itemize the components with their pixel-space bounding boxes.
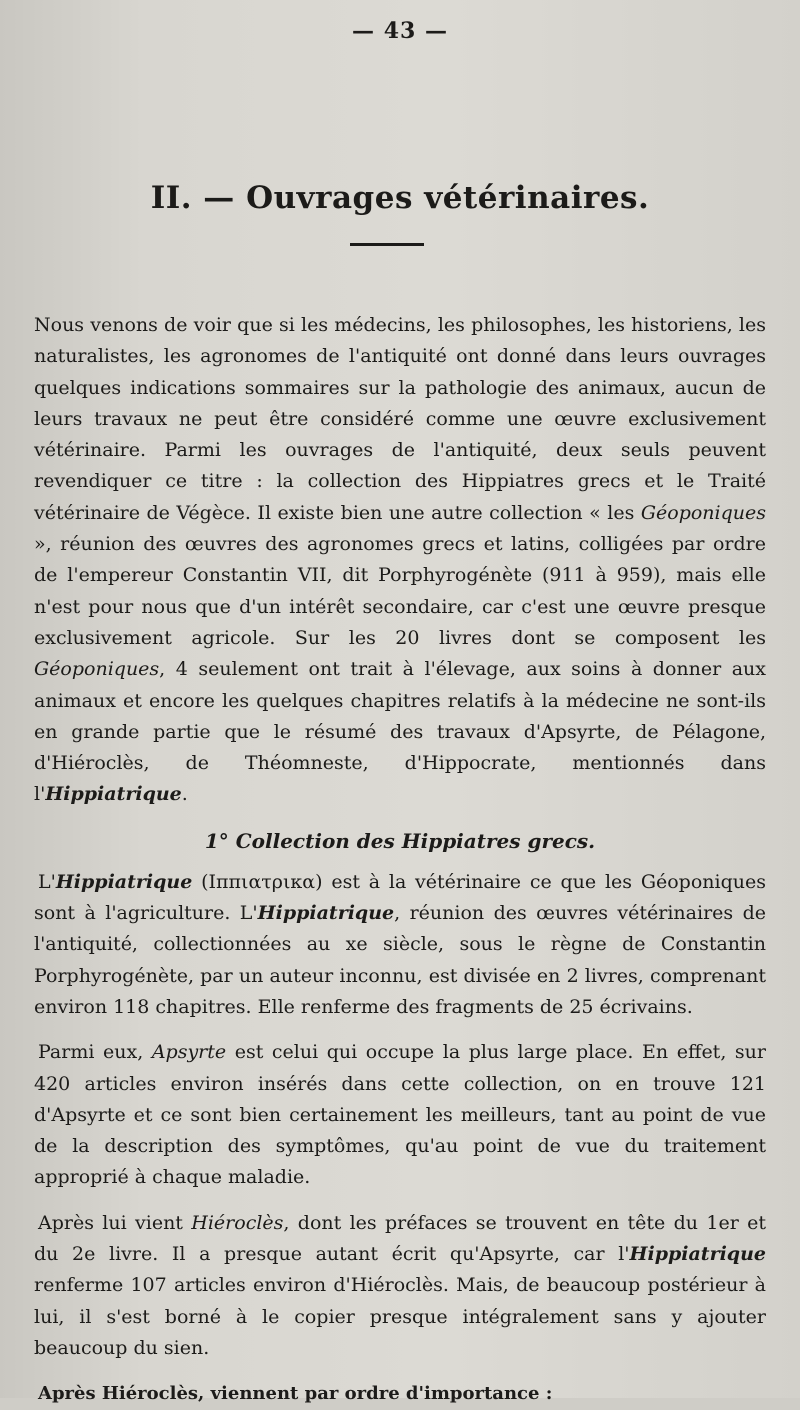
body-text xyxy=(34,310,766,1410)
italic-term: Hiéroclès xyxy=(191,1211,284,1234)
paragraph-intro xyxy=(34,310,766,811)
italic-term: Géoponiques xyxy=(34,658,160,681)
text-run: , 4 seulement ont trait à l'élevage, aux soins à donner aux animaux et encore les quelques chapitres relatifs à la médecine ne sont-ils en grande partie que le résumé des travaux d'Apsyrte, de Pélagone, d'Hiéroclès, de Théomneste, d'Hippocrate, mentionnés dans l' xyxy=(34,658,766,806)
paragraph-hippiatrique xyxy=(34,867,766,1023)
italic-term: Hippiatrique xyxy=(55,870,193,893)
text-run: L' xyxy=(38,870,56,893)
page-number: — 43 — xyxy=(352,18,448,44)
text-run: Après lui vient xyxy=(38,1211,192,1234)
title-divider xyxy=(350,243,424,246)
subheading: 1° Collection des Hippiatres grecs. xyxy=(204,828,596,853)
text-run: . xyxy=(181,783,188,806)
section-title: II. — Ouvrages vétérinaires. xyxy=(150,180,650,216)
paragraph-closing: Après Hiéroclès, viennent par ordre d'importance : xyxy=(38,1383,553,1405)
text-run: Parmi eux, xyxy=(38,1041,152,1064)
italic-term: Géoponiques xyxy=(640,501,766,524)
text-run: renferme 107 articles environ d'Hiéroclès. Mais, de beaucoup postérieur à lui, il s'est borné à le copier presque intégralement sans y ajouter beaucoup du sien. xyxy=(34,1274,766,1359)
italic-term: Hippiatrique xyxy=(257,902,395,925)
text-run: , réunion des œuvres vétérinaires de l'antiquité, collectionnées au xe siècle, sous le règne de Constantin Porphyrogénète, par un auteur inconnu, est divisée en 2 livres, comprenant environ 118 chapitres. Elle renferme des fragments de 25 écrivains. xyxy=(34,902,766,1018)
italic-term: Apsyrte xyxy=(151,1041,227,1064)
text-run: (Ιππιατρικα) est à la vétérinaire ce que les Géoponiques sont à l'agriculture. L' xyxy=(34,870,766,925)
paragraph-hierocles xyxy=(34,1208,766,1364)
text-run: », réunion des œuvres des agronomes grecs et latins, colligées par ordre de l'empereur Constantin VII, dit Porphyrogénète (911 à 959), mais elle n'est pour nous que d'un intérêt secondaire, car c'est une œuvre presque exclusivement agricole. Sur les 20 livres dont se composent les xyxy=(34,533,766,649)
italic-term: Hippiatrique xyxy=(45,783,182,806)
paragraph-apsyrte xyxy=(34,1037,766,1193)
italic-term: Hippiatrique xyxy=(629,1243,766,1266)
text-run: est celui qui occupe la plus large place. En effet, sur 420 articles environ insérés dans cette collection, on en trouve 121 d'Apsyrte et ce sont bien certainement les meilleurs, tant au point de vue de la description des symptômes, qu'au point de vue du traitement approprié à chaque maladie. xyxy=(34,1041,766,1189)
text-run: Nous venons de voir que si les médecins, les philosophes, les historiens, les naturalistes, les agronomes de l'antiquité ont donné dans leurs ouvrages quelques indications sommaires sur la pathologie des animaux, aucun de leurs travaux ne peut être considéré comme une œuvre exclusivement vétérinaire. Parmi les ouvrages de l'antiquité, deux seuls peuvent revendiquer ce titre : la collection des Hippiatres grecs et le Traité vétérinaire de Végèce. Il existe bien une autre collection « les xyxy=(34,314,766,524)
text-run: , dont les préfaces se trouvent en tête du 1er et du 2e livre. Il a presque autant écrit qu'Apsyrte, car l' xyxy=(34,1211,766,1266)
